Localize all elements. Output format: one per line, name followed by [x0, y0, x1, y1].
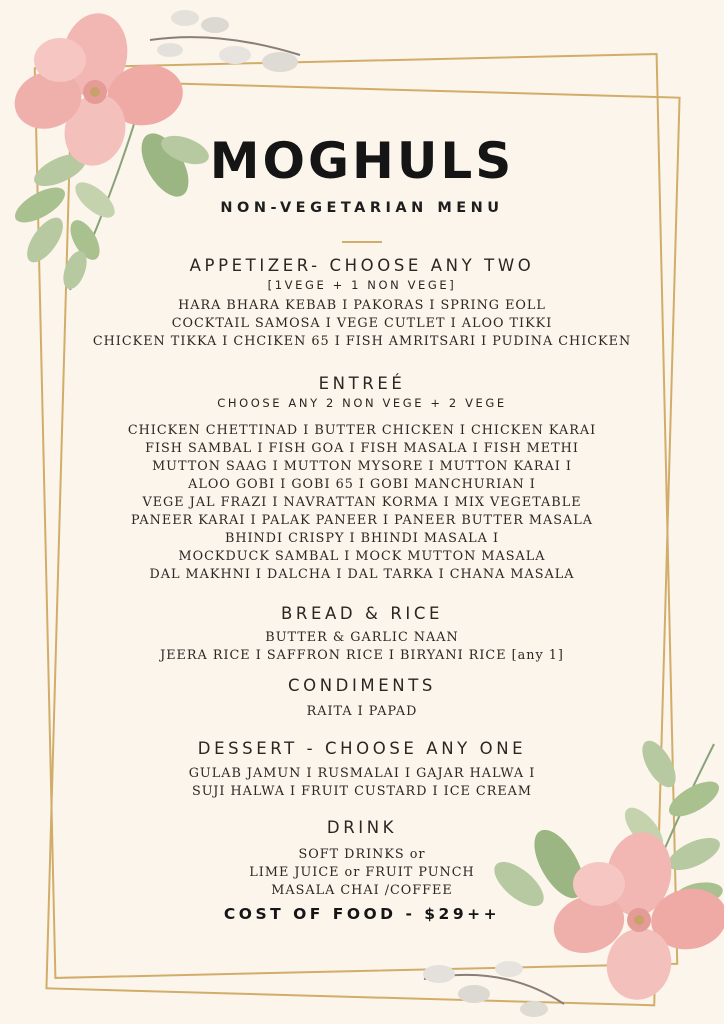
menu-item-line: SOFT DRINKS or: [298, 847, 426, 862]
menu-item-line: LIME JUICE or FRUIT PUNCH: [249, 865, 475, 880]
restaurant-title: MOGHULS: [209, 132, 515, 190]
section-title: DESSERT - CHOOSE ANY ONE: [197, 739, 527, 758]
item-list: [0, 765, 724, 801]
drink-section: [0, 818, 724, 900]
menu-item-line: BUTTER & GARLIC NAAN: [265, 630, 459, 645]
menu-item-line: COCKTAIL SAMOSA I VEGE CUTLET I ALOO TIKKI: [171, 316, 553, 331]
pussy-willow-branch-icon: [423, 961, 564, 1017]
entree-section: [0, 374, 724, 584]
menu-item-line: DAL MAKHNI I DALCHA I DAL TARKA I CHANA MASALA: [149, 567, 575, 582]
section-title: APPETIZER- CHOOSE ANY TWO: [189, 256, 535, 275]
menu-item-line: RAITA I PAPAD: [306, 704, 418, 719]
section-title: CONDIMENTS: [288, 676, 436, 695]
section-subtitle: CHOOSE ANY 2 NON VEGE + 2 VEGE: [217, 396, 507, 410]
cost-of-food: COST OF FOOD - $29++: [223, 905, 501, 923]
item-list: [0, 297, 724, 351]
menu-item-line: BHINDI CRISPY I BHINDI MASALA I: [224, 531, 500, 546]
item-list: [0, 703, 724, 721]
menu-item-line: GULAB JAMUN I RUSMALAI I GAJAR HALWA I: [188, 766, 536, 781]
menu-item-line: CHICKEN CHETTINAD I BUTTER CHICKEN I CHICKEN KARAI: [127, 423, 597, 438]
title-divider: [342, 241, 382, 243]
menu-item-line: JEERA RICE I SAFFRON RICE I BIRYANI RICE [any 1]: [160, 648, 564, 663]
menu-item-line: FISH SAMBAL I FISH GOA I FISH MASALA I FISH METHI: [145, 441, 579, 456]
menu-item-line: MOCKDUCK SAMBAL I MOCK MUTTON MASALA: [178, 549, 546, 564]
menu-item-line: VEGE JAL FRAZI I NAVRATTAN KORMA I MIX VEGETABLE: [142, 495, 582, 510]
menu-item-line: SUJI HALWA I FRUIT CUSTARD I ICE CREAM: [191, 784, 533, 799]
section-title: DRINK: [326, 818, 398, 837]
menu-item-line: PANEER KARAI I PALAK PANEER I PANEER BUTTER MASALA: [131, 513, 593, 528]
bread-rice-section: [0, 604, 724, 665]
condiments-section: [0, 676, 724, 721]
menu-item-line: MASALA CHAI /COFFEE: [271, 883, 453, 898]
menu-subtitle: NON-VEGETARIAN MENU: [220, 200, 504, 216]
menu-item-line: MUTTON SAAG I MUTTON MYSORE I MUTTON KARAI I: [152, 459, 572, 474]
section-title: ENTREÉ: [318, 374, 406, 393]
pussy-willow-branch-icon: [150, 10, 300, 72]
menu-item-line: CHICKEN TIKKA I CHCIKEN 65 I FISH AMRITSARI I PUDINA CHICKEN: [92, 334, 632, 349]
section-title: BREAD & RICE: [280, 604, 444, 623]
section-subtitle: [1VEGE + 1 NON VEGE]: [267, 278, 457, 292]
dessert-section: [0, 739, 724, 801]
appetizer-section: [0, 256, 724, 351]
menu-item-line: HARA BHARA KEBAB I PAKORAS I SPRING EOLL: [178, 298, 546, 313]
item-list: [0, 422, 724, 584]
menu-item-line: ALOO GOBI I GOBI 65 I GOBI MANCHURIAN I: [188, 477, 536, 492]
item-list: [0, 846, 724, 900]
item-list: [0, 629, 724, 665]
